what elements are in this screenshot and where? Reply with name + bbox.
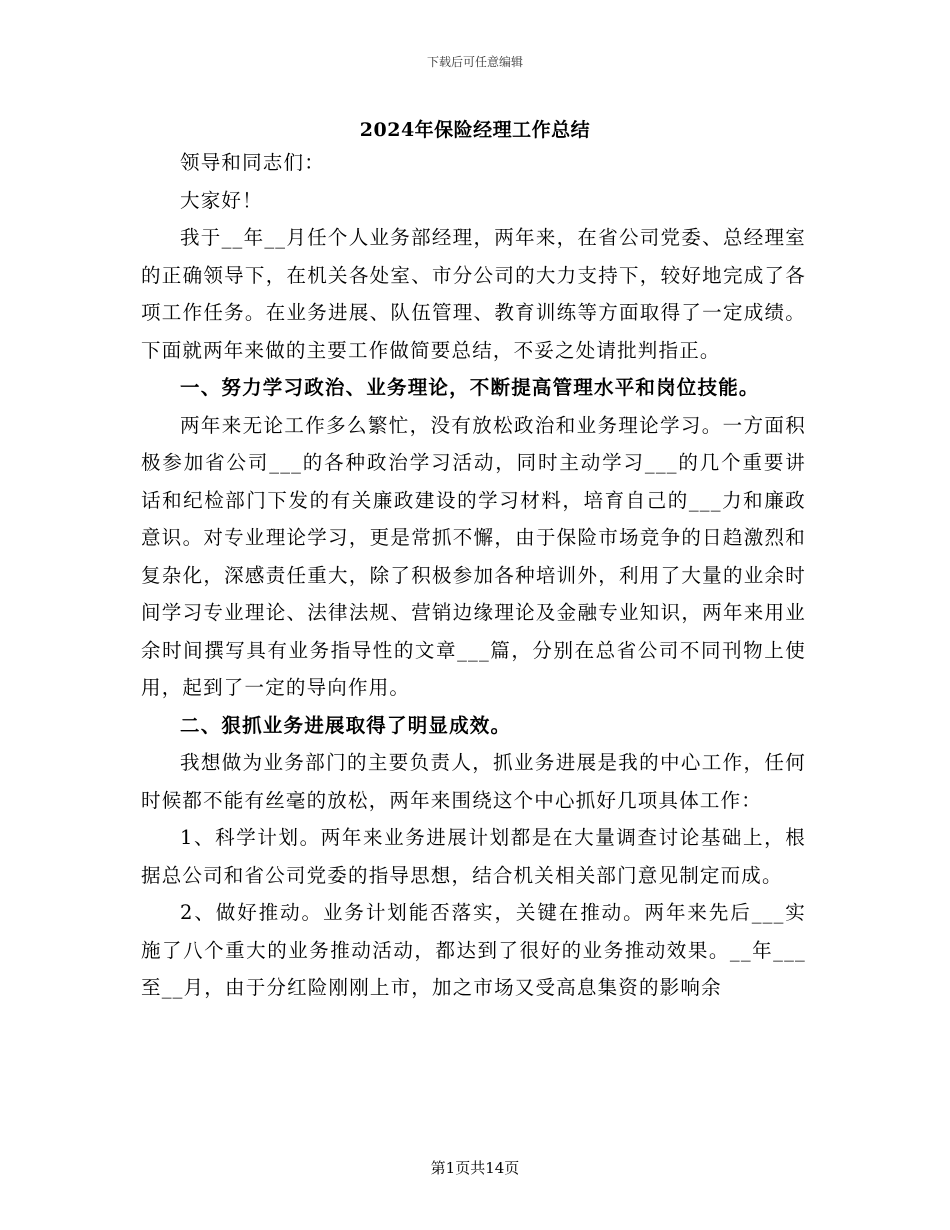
paragraph-intro: 我于__年__月任个人业务部经理，两年来，在省公司党委、总经理室的正确领导下，在机关各处室、市分公司的大力支持下，较好地完成了各项工作任务。在业务进展、队伍管理、教育训练等方面取得了一定成绩。下面就两年来做的主要工作做简要总结，不妥之处请批判指正。	[141, 226, 806, 362]
salutation: 领导和同志们：	[180, 151, 325, 174]
section-heading-1: 一、努力学习政治、业务理论，不断提高管理水平和岗位技能。	[180, 376, 760, 399]
document-body	[141, 144, 806, 1007]
section-heading-2: 二、狠抓业务进展取得了明显成效。	[180, 713, 512, 737]
document-title: 2024年保险经理工作总结	[359, 119, 591, 141]
greeting: 大家好！	[180, 188, 263, 212]
header-note: 下载后可任意编辑	[426, 55, 523, 69]
paragraph-business: 我想做为业务部门的主要负责人，抓业务进展是我的中心工作，任何时候都不能有丝毫的放松，两年来围绕这个中心抓好几项具体工作：	[141, 751, 806, 812]
paragraph-promote: 2、做好推动。业务计划能否落实，关键在推动。两年来先后___实施了八个重大的业务推动活动，都达到了很好的业务推动效果。__年___至__月，由于分红险刚刚上市，加之市场又受高息集资的影响余	[141, 901, 806, 999]
paragraph-study: 两年来无论工作多么繁忙，没有放松政治和业务理论学习。一方面积极参加省公司___的各种政治学习活动，同时主动学习___的几个重要讲话和纪检部门下发的有关廉政建设的学习材料，培育自己的___力和廉政意识。对专业理论学习，更是常抓不懈，由于保险市场竞争的日趋激烈和复杂化，深感责任重大，除了积极参加各种培训外，利用了大量的业余时间学习专业理论、法律法规、营销边缘理论及金融专业知识，两年来用业余时间撰写具有业务指导性的文章___篇，分别在总省公司不同刊物上使用，起到了一定的导向作用。	[141, 413, 806, 699]
paragraph-plan: 1、科学计划。两年来业务进展计划都是在大量调查讨论基础上，根据总公司和省公司党委的指导思想，结合机关相关部门意见制定而成。	[141, 826, 806, 887]
page-footer: 第1页共14页	[430, 1159, 520, 1177]
